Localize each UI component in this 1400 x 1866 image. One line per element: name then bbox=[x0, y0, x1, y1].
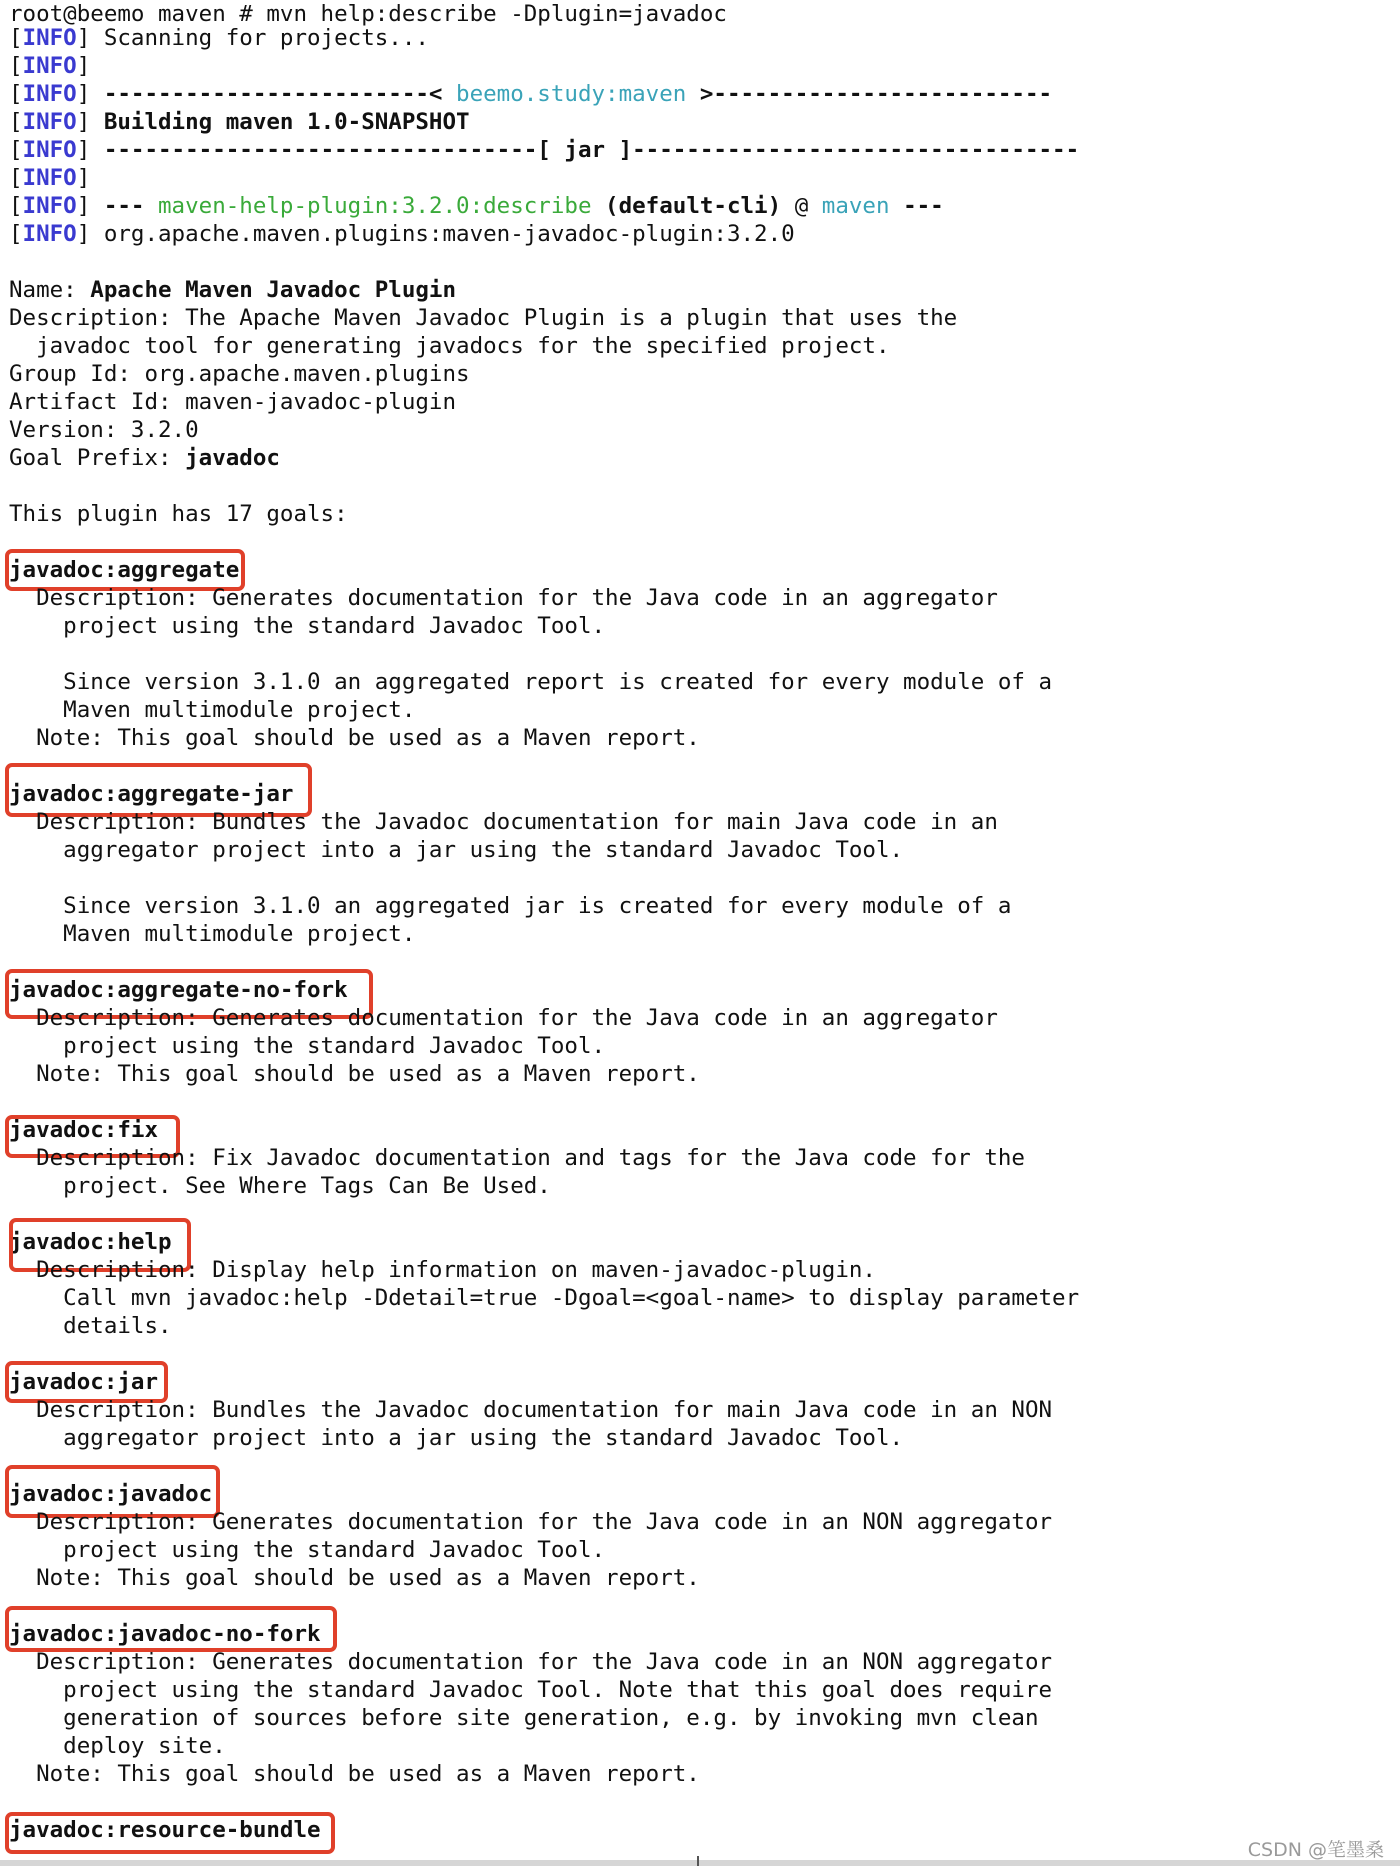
log-line-building: [INFO] Building maven 1.0-SNAPSHOT bbox=[9, 109, 470, 135]
plugin-name-line bbox=[9, 276, 456, 304]
goal-name: javadoc:aggregate bbox=[9, 557, 240, 583]
goal-description-line: Description: Generates documentation for the Java code in an aggregator bbox=[9, 585, 998, 611]
highlight-box bbox=[5, 1812, 335, 1854]
goal-name: javadoc:jar bbox=[9, 1369, 159, 1395]
goal-name: javadoc:resource-bundle bbox=[9, 1817, 321, 1843]
plugin-name: Apache Maven Javadoc Plugin bbox=[90, 277, 457, 303]
goal-description-line: generation of sources before site generation, e.g. by invoking mvn clean bbox=[9, 1705, 1039, 1731]
goal-description-line: Description: Display help information on maven-javadoc-plugin. bbox=[9, 1257, 876, 1283]
goal-description-line: project. See Where Tags Can Be Used. bbox=[9, 1173, 551, 1199]
plugin-description-line: Description: The Apache Maven Javadoc Plugin is a plugin that uses the bbox=[9, 305, 958, 331]
log-line-packaging-separator: [INFO] --------------------------------[ jar ]--------------------------------- bbox=[9, 137, 1080, 163]
goal-description-line: aggregator project into a jar using the standard Javadoc Tool. bbox=[9, 1425, 904, 1451]
highlight-box bbox=[5, 1606, 337, 1652]
plugin-suffix: --- bbox=[889, 193, 944, 219]
log-line-project-separator: [INFO] ------------------------< beemo.study:maven >------------------------- bbox=[9, 81, 1053, 107]
plugin-group-id: Group Id: org.apache.maven.plugins bbox=[9, 361, 470, 387]
info-tag: INFO bbox=[22, 25, 77, 51]
scrollbar-marker bbox=[697, 1856, 699, 1866]
goal-description-line: Description: Bundles the Javadoc documentation for main Java code in an NON bbox=[9, 1397, 1053, 1423]
goal-count: This plugin has 17 goals: bbox=[9, 501, 348, 527]
goal-description-line: Description: Generates documentation for the Java code in an NON aggregator bbox=[9, 1509, 1053, 1535]
goal-description-line: Since version 3.1.0 an aggregated report is created for every module of a bbox=[9, 669, 1053, 695]
goal-note-line: Note: This goal should be used as a Maven report. bbox=[9, 725, 700, 751]
module-name: maven bbox=[821, 193, 890, 219]
info-tag: INFO bbox=[22, 109, 77, 135]
goal-note-line: Note: This goal should be used as a Maven report. bbox=[9, 1565, 700, 1591]
info-tag: INFO bbox=[22, 53, 77, 79]
goal-prefix-label: Goal Prefix: bbox=[9, 445, 186, 471]
plugin-coordinates: org.apache.maven.plugins:maven-javadoc-plugin:3.2.0 bbox=[103, 221, 795, 247]
goal-description-line: Maven multimodule project. bbox=[9, 921, 416, 947]
goal-name: javadoc:aggregate-jar bbox=[9, 781, 294, 807]
execution-id: (default-cli) bbox=[591, 193, 782, 219]
building-text: Building maven 1.0-SNAPSHOT bbox=[103, 109, 470, 135]
goal-description-line: Since version 3.1.0 an aggregated jar is created for every module of a bbox=[9, 893, 1012, 919]
log-line-scanning: [INFO] Scanning for projects... bbox=[9, 25, 429, 51]
info-tag: INFO bbox=[22, 165, 77, 191]
goal-name: javadoc:javadoc-no-fork bbox=[9, 1621, 321, 1647]
goal-note-line: Note: This goal should be used as a Maven report. bbox=[9, 1061, 700, 1087]
log-line-plugin-execution: [INFO] --- maven-help-plugin:3.2.0:describe (default-cli) @ maven --- bbox=[9, 193, 944, 219]
goal-description-line: Description: Generates documentation for the Java code in an NON aggregator bbox=[9, 1649, 1053, 1675]
goal-description-line: Description: Bundles the Javadoc documentation for main Java code in an bbox=[9, 809, 998, 835]
goal-description-line: project using the standard Javadoc Tool. bbox=[9, 1033, 606, 1059]
goal-description-line: project using the standard Javadoc Tool. bbox=[9, 1537, 606, 1563]
goal-name: javadoc:aggregate-no-fork bbox=[9, 977, 348, 1003]
goal-description-line: Description: Generates documentation for the Java code in an aggregator bbox=[9, 1005, 998, 1031]
watermark: CSDN @笔墨桑 bbox=[1247, 1839, 1384, 1861]
goal-note-line: Note: This goal should be used as a Maven report. bbox=[9, 1761, 700, 1787]
goal-description-line: project using the standard Javadoc Tool. bbox=[9, 613, 606, 639]
project-id: beemo.study:maven bbox=[456, 81, 687, 107]
goal-prefix: javadoc bbox=[185, 445, 280, 471]
goal-description-line: details. bbox=[9, 1313, 172, 1339]
log-line-empty: [INFO] bbox=[9, 165, 91, 191]
log-text: Scanning for projects... bbox=[103, 25, 429, 51]
goal-description-line: deploy site. bbox=[9, 1733, 226, 1759]
info-tag: INFO bbox=[22, 193, 77, 219]
plugin-name-label: Name: bbox=[9, 277, 91, 303]
info-tag: INFO bbox=[22, 81, 77, 107]
info-tag: INFO bbox=[22, 137, 77, 163]
goal-description-line: Call mvn javadoc:help -Ddetail=true -Dgoal=<goal-name> to display parameter bbox=[9, 1285, 1080, 1311]
command-text: root@beemo maven # mvn help:describe -Dplugin=javadoc bbox=[9, 1, 727, 27]
info-tag: INFO bbox=[22, 221, 77, 247]
plugin-version: Version: 3.2.0 bbox=[9, 417, 199, 443]
goal-name: javadoc:javadoc bbox=[9, 1481, 213, 1507]
plugin-goal: maven-help-plugin:3.2.0:describe bbox=[158, 193, 592, 219]
separator-right: >------------------------- bbox=[686, 81, 1053, 107]
at-sign: @ bbox=[781, 193, 822, 219]
separator-left: ------------------------< bbox=[103, 81, 457, 107]
packaging-separator: --------------------------------[ jar ]--------------------------------- bbox=[103, 137, 1080, 163]
goal-description-line: Maven multimodule project. bbox=[9, 697, 416, 723]
log-line-empty: [INFO] bbox=[9, 53, 91, 79]
goal-description-line: aggregator project into a jar using the standard Javadoc Tool. bbox=[9, 837, 904, 863]
log-line-coordinates: [INFO] org.apache.maven.plugins:maven-javadoc-plugin:3.2.0 bbox=[9, 221, 795, 247]
goal-name: javadoc:help bbox=[9, 1229, 172, 1255]
horizontal-scrollbar[interactable] bbox=[0, 1860, 1400, 1866]
goal-description-line: project using the standard Javadoc Tool. Note that this goal does require bbox=[9, 1677, 1053, 1703]
plugin-goal-prefix-line bbox=[9, 444, 280, 472]
goal-name: javadoc:fix bbox=[9, 1117, 159, 1143]
plugin-artifact-id: Artifact Id: maven-javadoc-plugin bbox=[9, 389, 457, 415]
goal-description-line: Description: Fix Javadoc documentation and tags for the Java code for the bbox=[9, 1145, 1025, 1171]
plugin-prefix: --- bbox=[103, 193, 159, 219]
plugin-description-line: javadoc tool for generating javadocs for the specified project. bbox=[9, 333, 890, 359]
